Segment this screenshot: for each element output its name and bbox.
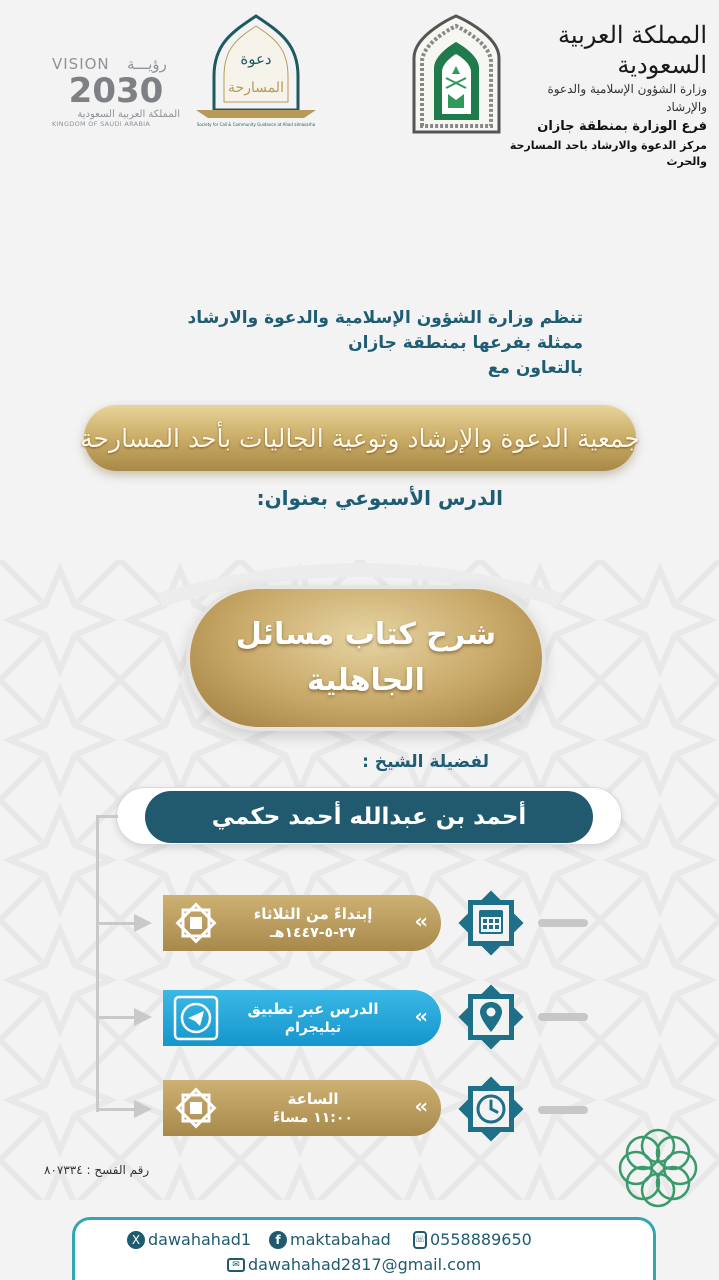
header xyxy=(0,0,719,168)
email-contact[interactable] xyxy=(227,1255,481,1274)
info-row-time-text xyxy=(225,1089,401,1127)
twitter-handle[interactable]: dawahahad1 xyxy=(148,1230,252,1249)
info-row-platform-text xyxy=(225,999,401,1037)
twitter-contact[interactable] xyxy=(127,1230,251,1249)
vision-year: 2030 xyxy=(68,71,164,111)
lesson-heading: الدرس الأسبوعي بعنوان: xyxy=(256,486,503,510)
time-label: الساعة xyxy=(287,1090,339,1108)
info-row-time xyxy=(163,1080,441,1136)
ministry-kingdom: المملكة العربية السعودية xyxy=(557,21,707,79)
clock-icon xyxy=(454,1072,528,1146)
arrow-right-icon xyxy=(134,1008,152,1026)
double-chevron-icon: ‹‹ xyxy=(414,909,425,933)
vision-label-ar: رؤيـــة xyxy=(126,55,167,73)
info-row-date xyxy=(163,895,441,951)
course-title-line-1: شرح كتاب مسائل xyxy=(235,617,497,652)
phone-icon: ☏ xyxy=(413,1231,427,1249)
ministry-emblem xyxy=(408,12,505,134)
facebook-handle[interactable]: maktabahad xyxy=(290,1230,391,1249)
course-title-line-2: الجاهلية xyxy=(307,663,425,698)
double-chevron-icon: ‹‹ xyxy=(414,1094,425,1118)
assoc-logo-bottom-text: المسارحة xyxy=(228,80,284,96)
dash-divider xyxy=(538,1013,588,1021)
location-pin-icon xyxy=(454,980,528,1054)
ministry-center: مركز الدعوة والارشاد باحد المسارحة والحرث xyxy=(509,139,707,168)
phone-number[interactable]: 0558889650 xyxy=(430,1230,532,1249)
vision-2030-logo xyxy=(52,55,180,128)
mail-icon: ✉ xyxy=(227,1258,245,1272)
date-label: إبتداءً من الثلاثاء xyxy=(253,905,373,923)
info-row-date-text xyxy=(225,904,401,942)
assoc-logo-top-text: دعوة xyxy=(240,50,272,68)
x-twitter-icon: X xyxy=(127,1231,145,1249)
facebook-contact[interactable] xyxy=(269,1230,391,1249)
connector-line xyxy=(96,817,99,1112)
vision-label-en: VISION xyxy=(52,55,110,73)
diamond-ornament-icon xyxy=(171,1084,221,1132)
diamond-ornament-icon xyxy=(171,899,221,947)
phone-contact[interactable] xyxy=(413,1230,532,1249)
time-value: ١١:٠٠ مساءً xyxy=(273,1110,353,1126)
assoc-logo-caption: Society for Call & Community Guidance at Ahad almasarha xyxy=(196,122,316,127)
arrow-right-icon xyxy=(134,1100,152,1118)
telegram-icon xyxy=(171,994,221,1042)
calendar-icon xyxy=(454,886,528,960)
platform-value: تيليجرام xyxy=(284,1020,342,1036)
dash-divider xyxy=(538,1106,588,1114)
connector-top xyxy=(96,815,118,818)
association-banner xyxy=(80,405,640,471)
sheikh-name: أحمد بن عبدالله أحمد حكمي xyxy=(211,804,527,830)
date-value: ٢٧-٥-١٤٤٧هـ xyxy=(270,925,356,941)
ministry-name: وزارة الشؤون الإسلامية والدعوة والإرشاد xyxy=(547,82,707,114)
sheikh-name-pill xyxy=(145,791,593,843)
sheikh-label: لفضيلة الشيخ : xyxy=(362,752,489,772)
contact-footer xyxy=(72,1217,656,1280)
ministry-title-block xyxy=(507,20,707,170)
association-banner-text: جمعية الدعوة والإرشاد وتوعية الجاليات بأحد المسارحة xyxy=(80,423,640,453)
intro-line-2: ممثلة بفرعها بمنطقة جازان xyxy=(348,333,583,353)
association-logo xyxy=(192,14,320,134)
course-title xyxy=(190,589,542,727)
rosette-ornament-icon xyxy=(612,1122,704,1214)
intro-line-3: بالتعاون مع xyxy=(487,358,583,378)
intro-line-1: تنظم وزارة الشؤون الإسلامية والدعوة والارشاد xyxy=(187,308,583,328)
ministry-branch: فرع الوزارة بمنطقة جازان xyxy=(537,119,707,134)
info-row-platform xyxy=(163,990,441,1046)
platform-label: الدرس عبر تطبيق xyxy=(247,1000,379,1018)
vision-kingdom-ar: المملكة العربية السعودية xyxy=(77,109,180,120)
vision-kingdom-en: KINGDOM OF SAUDI ARABIA xyxy=(52,120,151,128)
permit-number: رقم الفسح : ٨٠٧٣٣٤ xyxy=(44,1163,150,1177)
arrow-right-icon xyxy=(134,914,152,932)
double-chevron-icon: ‹‹ xyxy=(414,1004,425,1028)
email-address[interactable]: dawahahad2817@gmail.com xyxy=(248,1255,482,1274)
dash-divider xyxy=(538,919,588,927)
facebook-icon: f xyxy=(269,1231,287,1249)
intro-text xyxy=(187,306,583,381)
